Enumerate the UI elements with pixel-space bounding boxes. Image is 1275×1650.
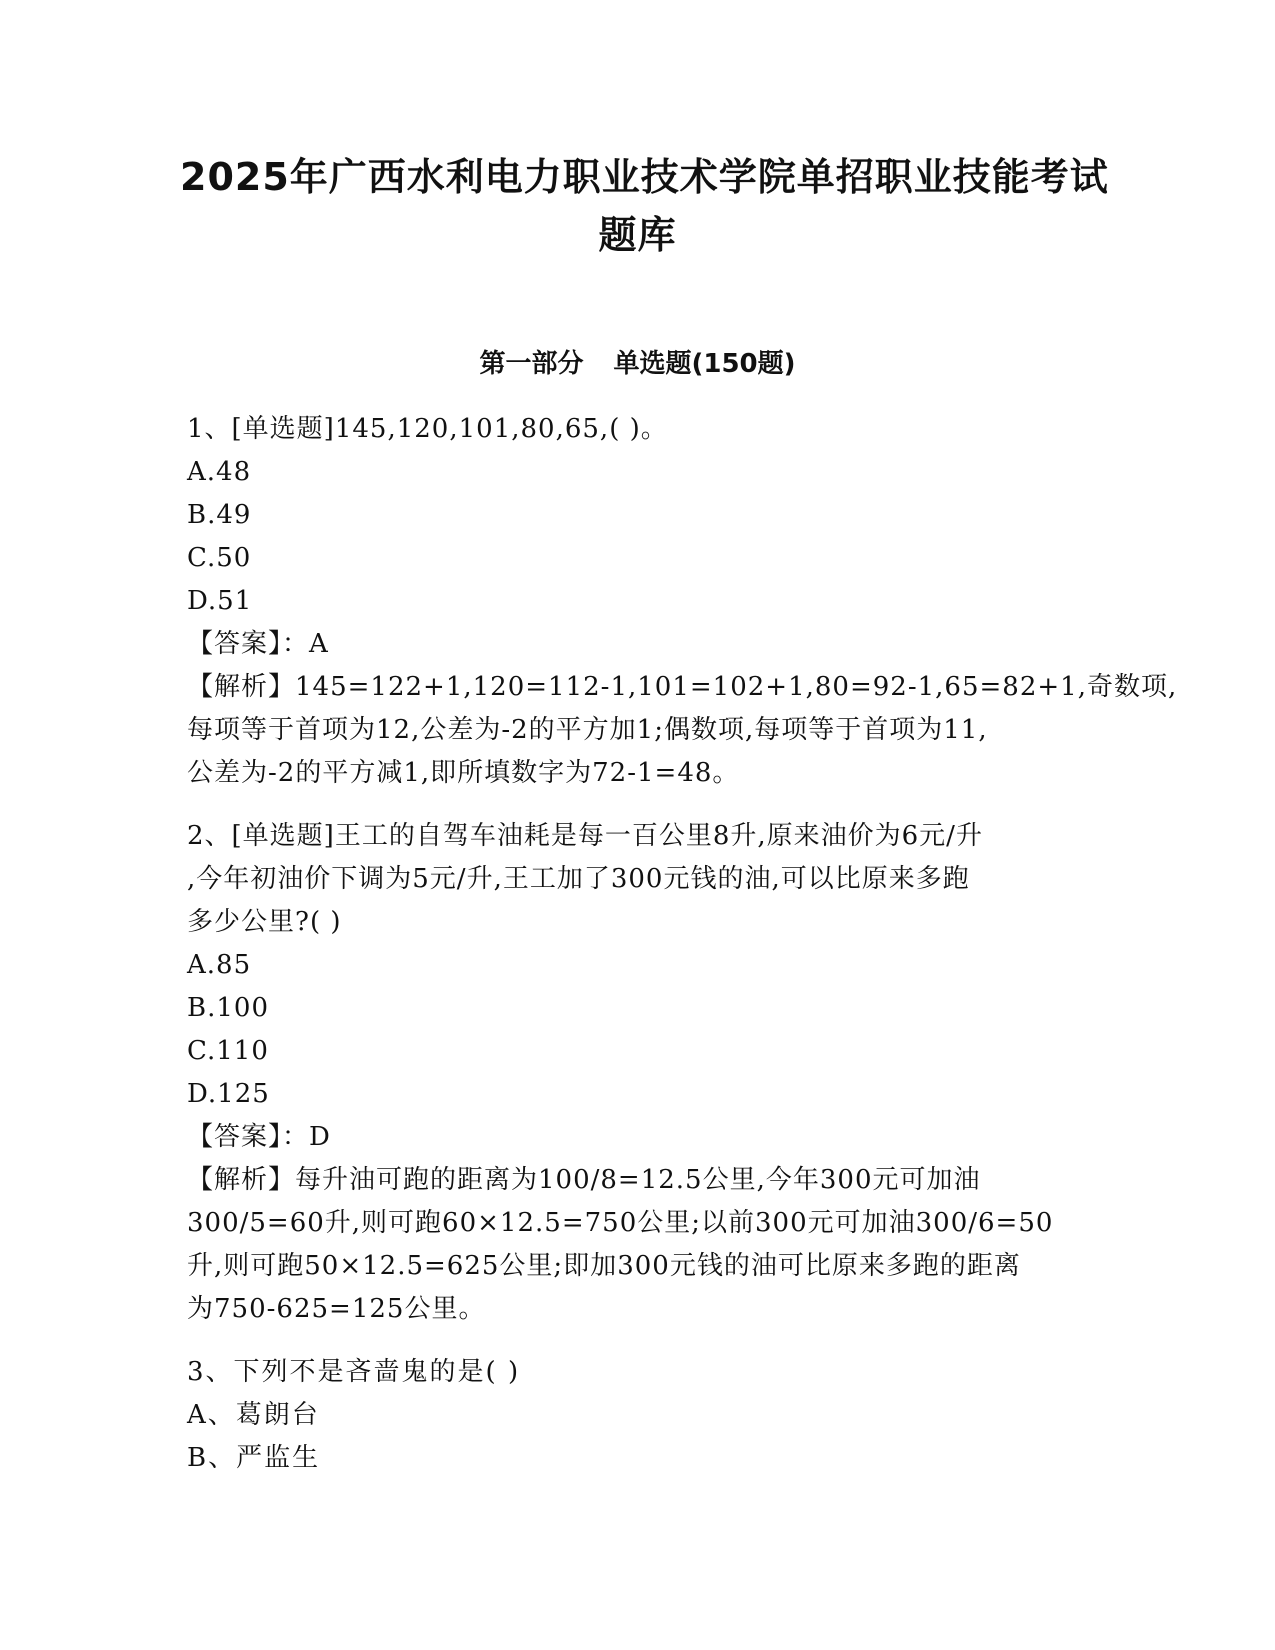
title-line-1: 2025年广西水利电力职业技术学院单招职业技能考试 — [180, 155, 1109, 199]
option-b: B、严监生 — [187, 1443, 321, 1473]
question-list — [187, 408, 1178, 1480]
question-spacer — [187, 795, 1072, 815]
document-title — [180, 148, 1109, 264]
analysis-line: 升,则可跑50×12.5=625公里;即加300元钱的油可比原来多跑的距离 — [187, 1251, 1021, 1281]
option-b: B.100 — [187, 993, 269, 1023]
analysis-line: 公差为-2的平方减1,即所填数字为72-1=48。 — [187, 758, 740, 788]
analysis-line: 【解析】每升油可跑的距离为100/8=12.5公里,今年300元可加油 — [187, 1165, 981, 1195]
answer-line: 【答案】：A — [187, 629, 329, 659]
question-3 — [187, 1351, 1072, 1480]
question-stem: 多少公里?( ) — [187, 907, 342, 937]
question-stem: 1、[单选题]145,120,101,80,65,( )。 — [187, 414, 668, 444]
section-part-label: 第一部分 — [479, 349, 584, 379]
analysis-line: 每项等于首项为12,公差为-2的平方加1;偶数项,每项等于首项为11, — [187, 715, 988, 745]
option-b: B.49 — [187, 500, 252, 530]
question-stem: 2、[单选题]王工的自驾车油耗是每一百公里8升,原来油价为6元/升 — [187, 821, 983, 851]
option-a: A.48 — [187, 457, 252, 487]
option-c: C.50 — [187, 543, 252, 573]
option-d: D.51 — [187, 586, 253, 616]
analysis-line: 300/5=60升,则可跑60×12.5=750公里;以前300元可加油300/6=50 — [187, 1208, 1054, 1238]
question-spacer — [187, 1331, 1072, 1351]
answer-line: 【答案】：D — [187, 1122, 331, 1152]
analysis-line: 为750-625=125公里。 — [187, 1294, 486, 1324]
option-d: D.125 — [187, 1079, 270, 1109]
option-a: A、葛朗台 — [187, 1400, 320, 1430]
title-line-2: 题库 — [598, 213, 677, 257]
question-stem: 3、下列不是吝啬鬼的是( ) — [187, 1357, 521, 1387]
question-1 — [187, 408, 1178, 795]
question-stem: ,今年初油价下调为5元/升,王工加了300元钱的油,可以比原来多跑 — [187, 864, 970, 894]
question-2 — [187, 815, 1072, 1331]
section-heading — [180, 346, 1095, 382]
option-c: C.110 — [187, 1036, 269, 1066]
option-a: A.85 — [187, 950, 252, 980]
section-type-label: 单选题(150题) — [613, 349, 796, 379]
analysis-line: 【解析】145=122+1,120=112-1,101=102+1,80=92-1,65=82+1,奇数项, — [187, 672, 1178, 702]
